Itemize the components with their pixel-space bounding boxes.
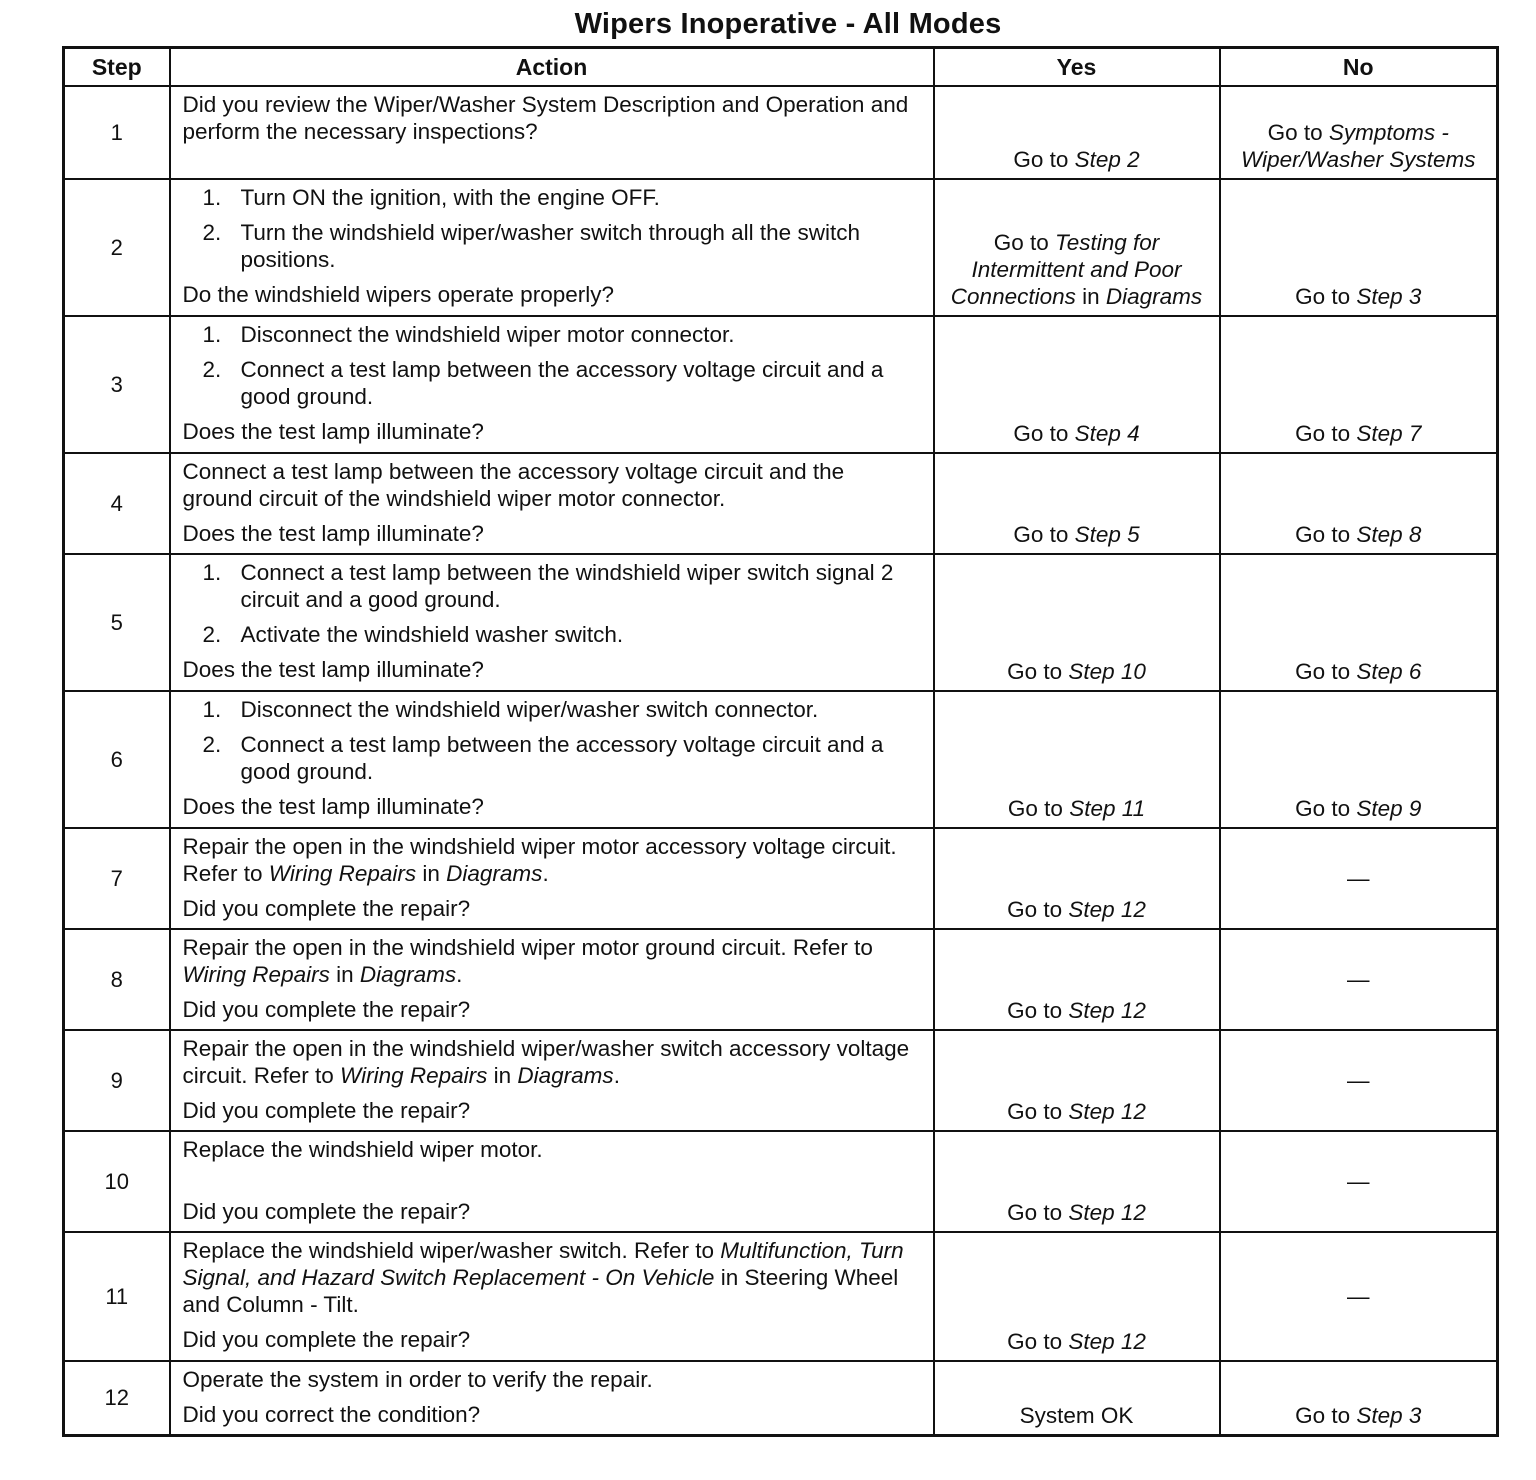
action-cell xyxy=(170,929,934,1030)
header-row xyxy=(64,48,1498,87)
list-item: 2. Connect a test lamp between the accessory voltage circuit and a good ground. xyxy=(202,357,884,409)
step-number: 4 xyxy=(64,453,170,554)
table-row xyxy=(64,86,1498,179)
step-number: 3 xyxy=(64,316,170,453)
yes-cell: Go to Step 12 xyxy=(934,1030,1220,1131)
yes-cell: Go to Step 2 xyxy=(934,86,1220,179)
action-text: Replace the windshield wiper/washer switch. Refer to Multifunction, Turn Signal, and Hazard Switch Replacement - On Vehicle in Steering Wheel and Column - Tilt. xyxy=(182,1238,904,1317)
table-row xyxy=(64,554,1498,691)
page-title: Wipers Inoperative - All Modes xyxy=(574,8,1002,40)
step-number: 2 xyxy=(64,179,170,316)
step-number: 1 xyxy=(64,86,170,179)
yes-cell: Go to Step 4 xyxy=(934,316,1220,453)
reference-link: Multifunction, Turn Signal, and Hazard Switch Replacement - On Vehicle xyxy=(182,1238,904,1290)
no-cell: — xyxy=(1220,1131,1498,1232)
step-number: 9 xyxy=(64,1030,170,1131)
table-row xyxy=(64,828,1498,929)
table-row xyxy=(64,316,1498,453)
yes-cell: Go to Step 12 xyxy=(934,929,1220,1030)
action-question: Did you complete the repair? xyxy=(182,1098,471,1123)
action-question: Did you complete the repair? xyxy=(182,1199,471,1224)
table-row xyxy=(64,1030,1498,1131)
action-cell xyxy=(170,828,934,929)
step-number: 6 xyxy=(64,691,170,828)
list-item: 1. Turn ON the ignition, with the engine OFF. xyxy=(202,185,660,210)
table-row xyxy=(64,929,1498,1030)
step-number: 8 xyxy=(64,929,170,1030)
no-cell: Go to Step 7 xyxy=(1220,316,1498,453)
table-row xyxy=(64,453,1498,554)
action-cell xyxy=(170,691,934,828)
action-text: Replace the windshield wiper motor. xyxy=(182,1137,543,1162)
action-cell xyxy=(170,86,934,179)
yes-cell: Go to Step 10 xyxy=(934,554,1220,691)
yes-cell: Go to Testing for Intermittent and Poor Connections in Diagrams xyxy=(934,179,1220,316)
no-cell: Go to Symptoms - Wiper/Washer Systems xyxy=(1220,86,1498,179)
step-number: 10 xyxy=(64,1131,170,1232)
list-item: 2. Activate the windshield washer switch. xyxy=(202,622,624,647)
yes-cell: Go to Step 12 xyxy=(934,828,1220,929)
header-step: Step xyxy=(64,48,170,87)
list-item: 1. Connect a test lamp between the windshield wiper switch signal 2 circuit and a good ground. xyxy=(202,560,894,612)
yes-cell: System OK xyxy=(934,1361,1220,1436)
action-text: Repair the open in the windshield wiper motor ground circuit. Refer to Wiring Repairs in Diagrams. xyxy=(182,935,873,987)
action-question: Did you complete the repair? xyxy=(182,896,471,921)
action-question: Do the windshield wipers operate properly? xyxy=(182,282,614,307)
table-row xyxy=(64,691,1498,828)
action-question: Does the test lamp illuminate? xyxy=(182,657,484,682)
action-text: Connect a test lamp between the accessory voltage circuit and the ground circuit of the windshield wiper motor connector. xyxy=(182,459,845,511)
table-row xyxy=(64,1232,1498,1361)
no-cell: Go to Step 8 xyxy=(1220,453,1498,554)
table-row xyxy=(64,1131,1498,1232)
list-item: 2. Turn the windshield wiper/washer switch through all the switch positions. xyxy=(202,220,860,272)
reference-link: Wiring Repairs xyxy=(182,962,330,987)
step-number: 12 xyxy=(64,1361,170,1436)
header-action: Action xyxy=(170,48,934,87)
action-text: Operate the system in order to verify the repair. xyxy=(182,1367,653,1392)
no-cell: Go to Step 6 xyxy=(1220,554,1498,691)
reference-link: Wiring Repairs xyxy=(268,861,417,886)
list-item: 1. Disconnect the windshield wiper motor connector. xyxy=(202,322,735,347)
action-text: Repair the open in the windshield wiper/washer switch accessory voltage circuit. Refer to Wiring Repairs in Diagrams. xyxy=(182,1036,910,1088)
no-cell: Go to Step 9 xyxy=(1220,691,1498,828)
action-text: Repair the open in the windshield wiper motor accessory voltage circuit. Refer to Wiring Repairs in Diagrams. xyxy=(182,834,897,886)
step-number: 11 xyxy=(64,1232,170,1361)
header-yes: Yes xyxy=(934,48,1220,87)
no-cell: — xyxy=(1220,1232,1498,1361)
yes-cell: Go to Step 5 xyxy=(934,453,1220,554)
action-question: Does the test lamp illuminate? xyxy=(182,794,484,819)
action-cell xyxy=(170,554,934,691)
yes-cell: Go to Step 12 xyxy=(934,1232,1220,1361)
yes-cell: Go to Step 11 xyxy=(934,691,1220,828)
diagnostic-table xyxy=(62,46,1499,1437)
action-text: Did you review the Wiper/Washer System Description and Operation and perform the necessary inspections? xyxy=(182,92,909,144)
action-question: Does the test lamp illuminate? xyxy=(182,521,484,546)
action-cell xyxy=(170,179,934,316)
no-cell: Go to Step 3 xyxy=(1220,1361,1498,1436)
action-question: Did you correct the condition? xyxy=(182,1402,481,1427)
no-cell: — xyxy=(1220,1030,1498,1131)
step-number: 7 xyxy=(64,828,170,929)
action-cell xyxy=(170,1030,934,1131)
table-row xyxy=(64,1361,1498,1436)
list-item: 2. Connect a test lamp between the accessory voltage circuit and a good ground. xyxy=(202,732,884,784)
action-question: Does the test lamp illuminate? xyxy=(182,419,484,444)
list-item: 1. Disconnect the windshield wiper/washer switch connector. xyxy=(202,697,819,722)
action-cell xyxy=(170,1361,934,1436)
action-cell xyxy=(170,1131,934,1232)
action-cell xyxy=(170,1232,934,1361)
action-cell xyxy=(170,453,934,554)
no-cell: — xyxy=(1220,929,1498,1030)
header-no: No xyxy=(1220,48,1498,87)
no-cell: — xyxy=(1220,828,1498,929)
step-number: 5 xyxy=(64,554,170,691)
action-question: Did you complete the repair? xyxy=(182,997,471,1022)
action-cell xyxy=(170,316,934,453)
yes-cell: Go to Step 12 xyxy=(934,1131,1220,1232)
reference-link: Wiring Repairs xyxy=(340,1063,488,1088)
no-cell: Go to Step 3 xyxy=(1220,179,1498,316)
table-row xyxy=(64,179,1498,316)
action-question: Did you complete the repair? xyxy=(182,1327,471,1352)
